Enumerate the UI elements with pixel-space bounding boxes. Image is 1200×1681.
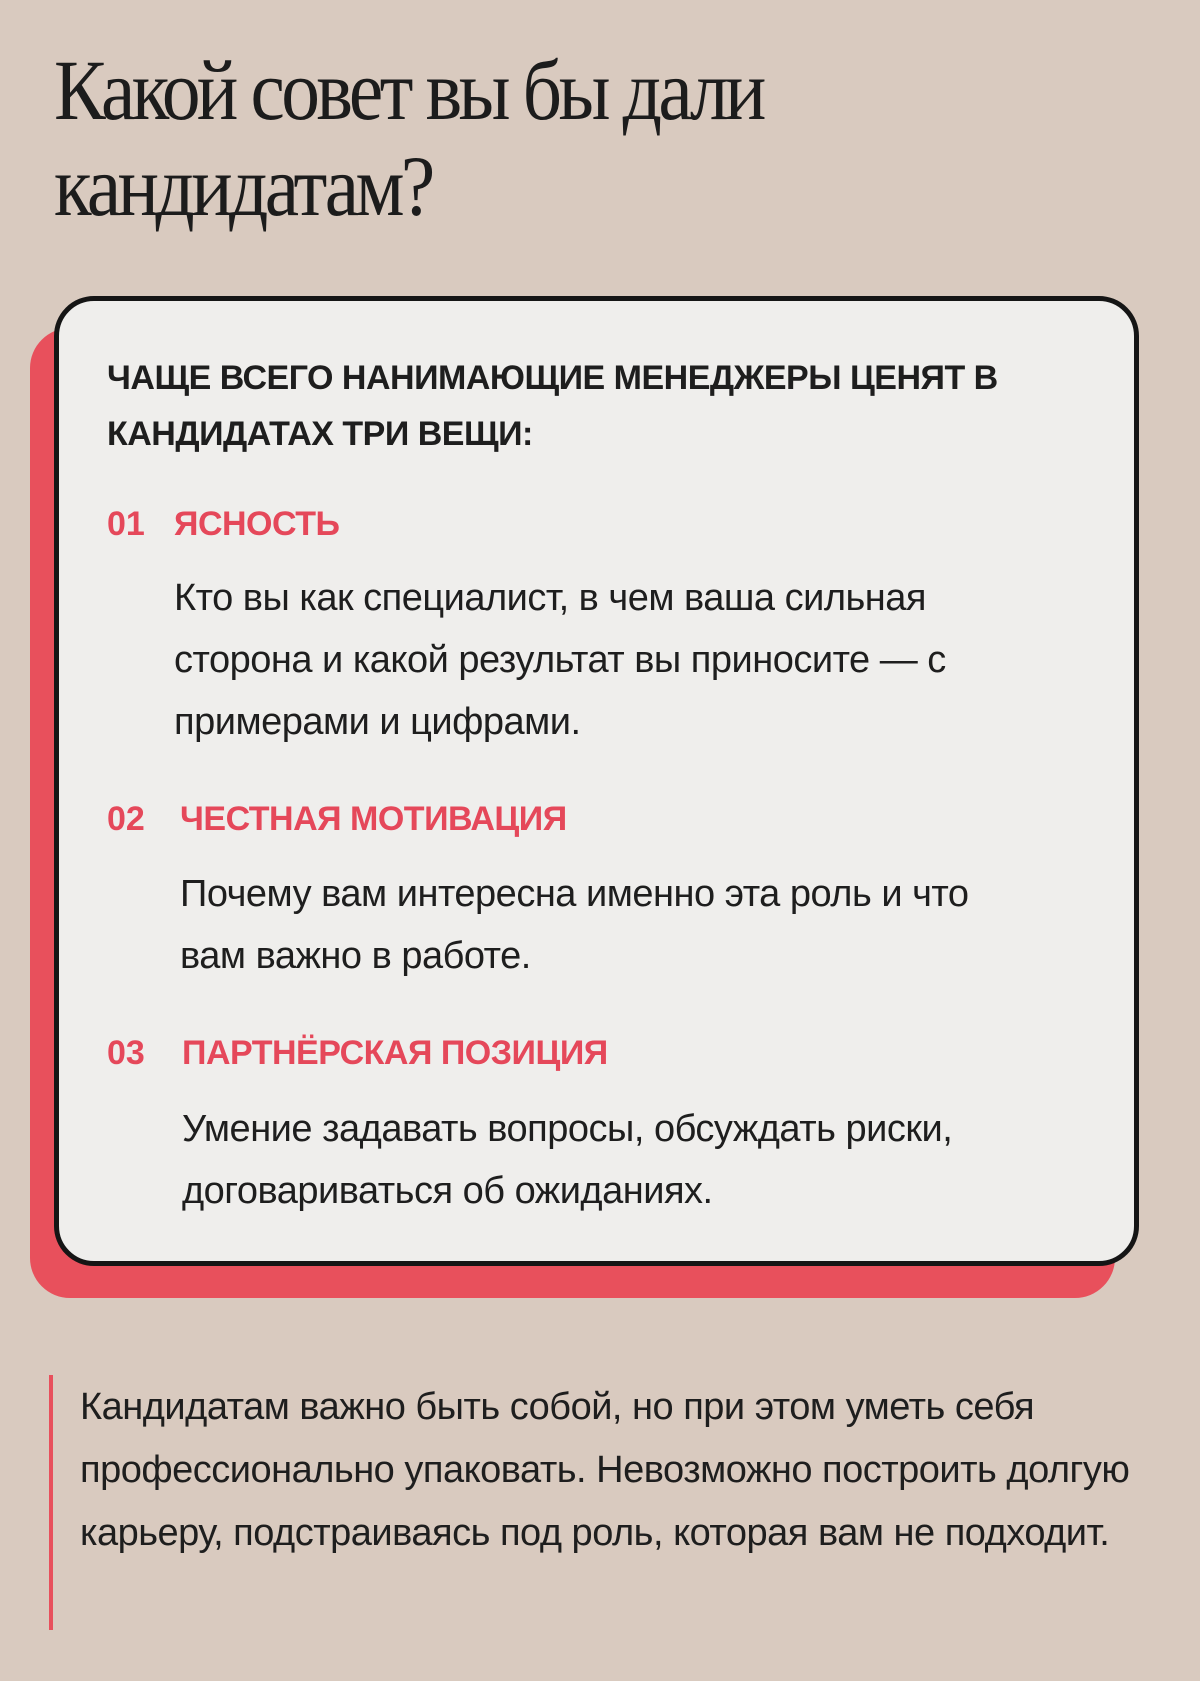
closing-quote: Кандидатам важно быть собой, но при этом уметь себя профессионально упаковать. Невозможно построить долгую карьеру, подстраиваясь под роль, которая вам не подходит.	[80, 1386, 1130, 1554]
item-number: 03	[107, 1034, 145, 1072]
item-text: Почему вам интересна именно эта роль и что вам важно в работе.	[180, 873, 969, 977]
item-text: Умение задавать вопросы, обсуждать риски, договариваться об ожиданиях.	[182, 1108, 953, 1212]
item-text: Кто вы как специалист, в чем ваша сильная сторона и какой результат вы приносите — с примерами и цифрами.	[174, 577, 946, 743]
quote-accent-bar	[49, 1375, 53, 1630]
page-title: Какой совет вы бы дали кандидатам?	[54, 42, 763, 234]
item-title: ЧЕСТНАЯ МОТИВАЦИЯ	[180, 800, 567, 838]
item-title: ЯСНОСТЬ	[174, 505, 340, 543]
item-number: 02	[107, 800, 145, 838]
item-number: 01	[107, 505, 145, 543]
card-heading: ЧАЩЕ ВСЕГО НАНИМАЮЩИЕ МЕНЕДЖЕРЫ ЦЕНЯТ В КАНДИДАТАХ ТРИ ВЕЩИ:	[107, 359, 998, 453]
item-title: ПАРТНЁРСКАЯ ПОЗИЦИЯ	[182, 1034, 608, 1072]
